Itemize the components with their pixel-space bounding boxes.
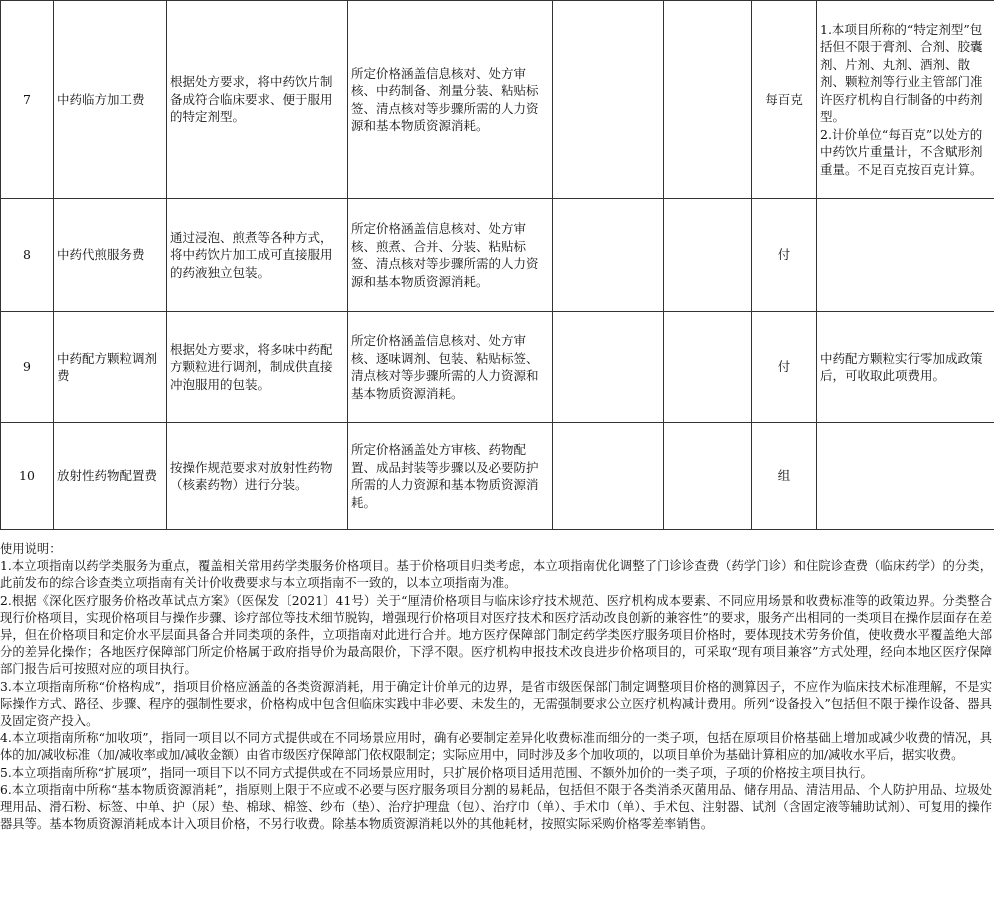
service-content: 根据处方要求，将中药饮片制备成符合临床要求、便于服用的特定剂型。 [167, 1, 348, 199]
item-name: 中药代煎服务费 [54, 199, 167, 312]
pricing-unit: 组 [752, 423, 817, 530]
expand-item [664, 199, 752, 312]
usage-note-item: 1.本立项指南以药学类服务为重点，覆盖相关常用药学类服务价格项目。基于价格项目归类考虑，本立项指南优化调整了门诊诊查费（药学门诊）和住院诊查费（临床药学）的分类，此前发布的综合诊查类立项指南有关计价收费要求与本立项指南不一致的，以本立项指南为准。 [0, 559, 992, 591]
item-name: 中药配方颗粒调剂费 [54, 312, 167, 423]
price-composition: 所定价格涵盖信息核对、处方审核、逐味调剂、包装、粘贴标签、清点核对等步骤所需的人力资源和基本物质资源消耗。 [348, 312, 553, 423]
usage-note-item: 4.本立项指南所称“加收项”，指同一项目以不同方式提供或在不同场景应用时，确有必要制定差异化收费标准而细分的一类子项，包括在原项目价格基础上增加或减少收费的情况，具体的加/减收标准（加/减收率或加/减收金额）由省市级医疗保障部门依权限制定；实际应用中，同时涉及多个加收项的，以项目单价为基础计算相应的加/减收水平后，据实收费。 [0, 731, 992, 763]
price-composition: 所定价格涵盖信息核对、处方审核、煎煮、合并、分装、粘贴标签、清点核对等步骤所需的人力资源和基本物质资源消耗。 [348, 199, 553, 312]
service-content: 通过浸泡、煎煮等各种方式，将中药饮片加工成可直接服用的药液独立包装。 [167, 199, 348, 312]
pricing-unit: 每百克 [752, 1, 817, 199]
usage-note-item: 6.本立项指南中所称“基本物质资源消耗”，指原则上限于不应或不必要与医疗服务项目分割的易耗品，包括但不限于各类消杀灭菌用品、储存用品、清洁用品、个人防护用品、垃圾处理用品、滑石粉、标签、中单、护（尿）垫、棉球、棉签、纱布（垫）、治疗护理盘（包）、治疗巾（单）、手术巾（单）、手术包、注射器、试剂（含固定液等辅助试剂）、可复用的操作器具等。基本物质资源消耗成本计入项目价格，不另行收费。除基本物质资源消耗以外的其他耗材，按照实际采购价格零差率销售。 [0, 782, 992, 832]
row-number: 9 [1, 312, 54, 423]
remarks: 1.本项目所称的“特定剂型”包括但不限于膏剂、合剂、胶囊剂、片剂、丸剂、酒剂、散剂、颗粒剂等行业主管部门准许医疗机构自行制备的中药剂型。 2.计价单位“每百克”以处方的中药饮片重量计，不含赋形剂重量。不足百克按百克计算。 [817, 1, 994, 199]
table-row [1, 199, 994, 312]
usage-notes [0, 541, 992, 833]
pricing-unit: 付 [752, 312, 817, 423]
expand-item [664, 423, 752, 530]
service-content: 根据处方要求，将多味中药配方颗粒进行调剂，制成供直接冲泡服用的包装。 [167, 312, 348, 423]
price-composition: 所定价格涵盖处方审核、药物配置、成品封装等步骤以及必要防护所需的人力资源和基本物质资源消耗。 [348, 423, 553, 530]
item-name: 中药临方加工费 [54, 1, 167, 199]
table-row [1, 312, 994, 423]
usage-notes-heading: 使用说明： [0, 542, 62, 556]
addon-item [553, 1, 664, 199]
price-composition: 所定价格涵盖信息核对、处方审核、中药制备、剂量分装、粘贴标签、清点核对等步骤所需的人力资源和基本物质资源消耗。 [348, 1, 553, 199]
usage-note-item: 5.本立项指南所称“扩展项”，指同一项目下以不同方式提供或在不同场景应用时，只扩展价格项目适用范围、不额外加价的一类子项，子项的价格按主项目执行。 [0, 765, 873, 780]
remarks [817, 423, 994, 530]
addon-item [553, 199, 664, 312]
expand-item [664, 1, 752, 199]
row-number: 8 [1, 199, 54, 312]
row-number: 7 [1, 1, 54, 199]
item-name: 放射性药物配置费 [54, 423, 167, 530]
usage-note-item: 3.本立项指南所称“价格构成”，指项目价格应涵盖的各类资源消耗，用于确定计价单元的边界，是省市级医保部门制定调整项目价格的测算因子，不应作为临床技术标准理解，不是实际操作方式、路径、步骤、程序的强制性要求，价格构成中包含但临床实践中非必要、未发生的，无需强制要求公立医疗机构减计费用。所列“设备投入”包括但不限于操作设备、器具及固定资产投入。 [0, 679, 992, 729]
usage-note-item: 2.根据《深化医疗服务价格改革试点方案》（医保发〔2021〕41号）关于“厘清价格项目与临床诊疗技术规范、医疗机构成本要素、不同应用场景和收费标准等的政策边界。分类整合现行价格项目，实现价格项目与操作步骤、诊疗部位等技术细节脱钩，增强现行价格项目对医疗技术和医疗活动改良创新的兼容性”的要求，服务产出相同的一类项目在操作层面存在差异，但在价格项目和定价水平层面具备合并同类项的条件，立项指南对此进行合并。地方医疗保障部门制定药学类医疗服务项目价格时，要体现技术劳务价值，使收费水平覆盖绝大部分的差异化操作；各地医疗保障部门所定价格属于政府指导价为最高限价，下浮不限。医疗机构申报技术改良进步价格项目的，可采取“现有项目兼容”方式处理，经向本地区医疗保障部门报告后可按照对应的项目执行。 [0, 593, 992, 677]
expand-item [664, 312, 752, 423]
pricing-unit: 付 [752, 199, 817, 312]
row-number: 10 [1, 423, 54, 530]
remarks [817, 199, 994, 312]
remarks: 中药配方颗粒实行零加成政策后，可收取此项费用。 [817, 312, 994, 423]
addon-item [553, 312, 664, 423]
table-row [1, 423, 994, 530]
addon-item [553, 423, 664, 530]
table-row [1, 1, 994, 199]
service-content: 按操作规范要求对放射性药物（核素药物）进行分装。 [167, 423, 348, 530]
